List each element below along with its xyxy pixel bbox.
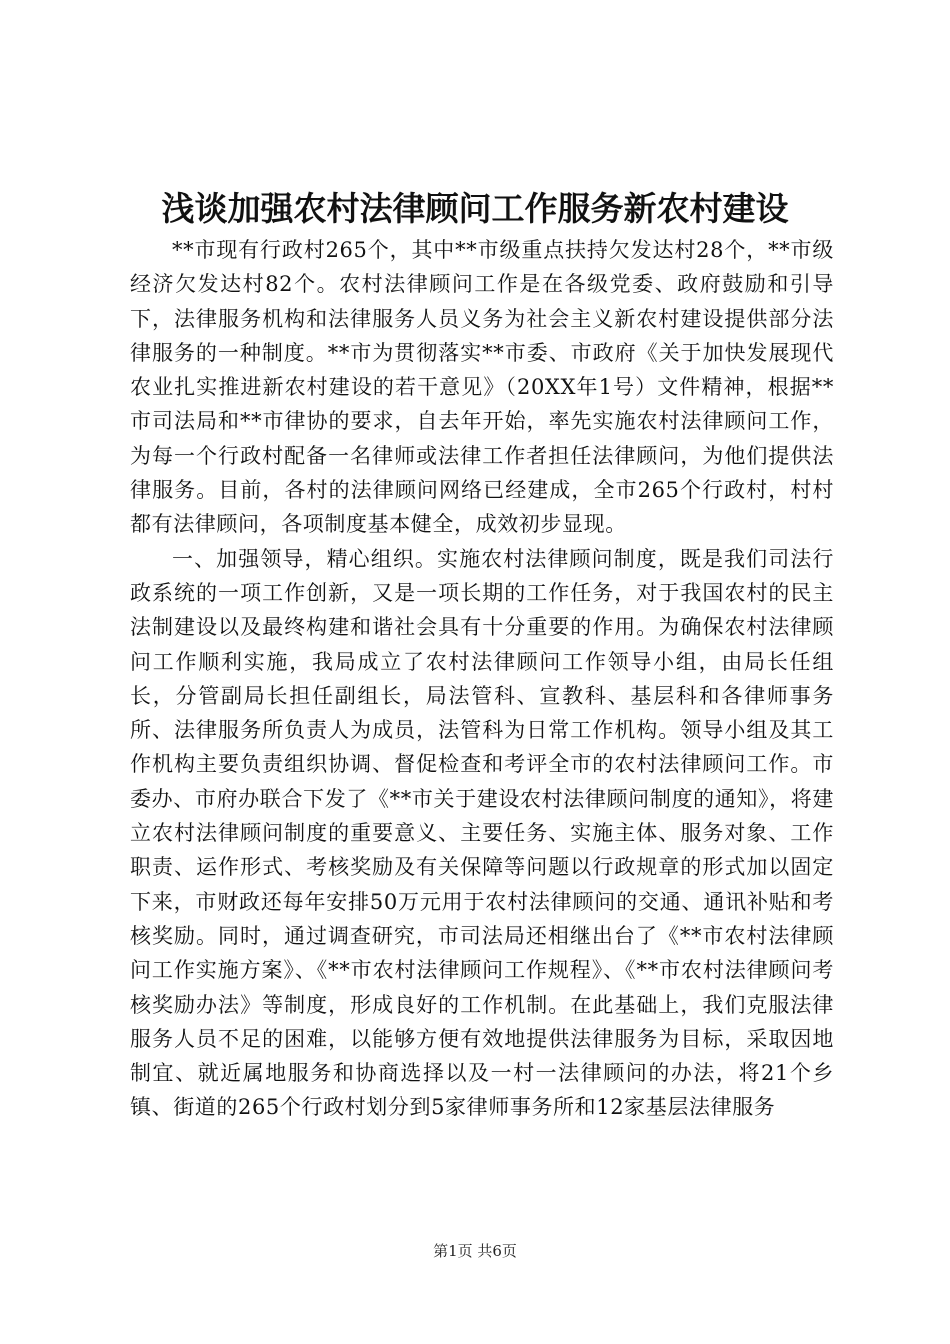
paragraph-section-one: 一、加强领导，精心组织。实施农村法律顾问制度，既是我们司法行政系统的一项工作创新，又是一项长期的工作任务，对于我国农村的民主法制建设以及最终构建和谐社会具有十分重要的作用。为确保农村法律顾问工作顺利实施，我局成立了农村法律顾问工作领导小组，由局长任组长，分管副局长担任副组长，局法管科、宣教科、基层科和各律师事务所、法律服务所负责人为成员，法管科为日常工作机构。领导小组及其工作机构主要负责组织协调、督促检查和考评全市的农村法律顾问工作。市委办、市府办联合下发了《**市关于建设农村法律顾问制度的通知》，将建立农村法律顾问制度的重要意义、主要任务、实施主体、服务对象、工作职责、运作形式、考核奖励及有关保障等问题以行政规章的形式加以固定下来，市财政还每年安排50万元用于农村法律顾问的交通、通讯补贴和考核奖励。同时，通过调查研究，市司法局还相继出台了《**市农村法律顾问工作实施方案》、《**市农村法律顾问工作规程》、《**市农村法律顾问考核奖励办法》等制度，形成良好的工作机制。在此基础上，我们克服法律服务人员不足的困难，以能够方便有效地提供法律服务为目标，采取因地制宜、就近属地服务和协商选择以及一村一法律顾问的办法，将21个乡镇、街道的265个行政村划分到5家律师事务所和12家基层法律服务 [130,546,834,1120]
paragraph-intro: **市现有行政村265个，其中**市级重点扶持欠发达村28个，**市级经济欠发达村82个。农村法律顾问工作是在各级党委、政府鼓励和引导下，法律服务机构和法律服务人员义务为社会主义新农村建设提供部分法律服务的一种制度。**市为贯彻落实**市委、市政府《关于加快发展现代农业扎实推进新农村建设的若干意见》（20XX年1号）文件精神，根据**市司法局和**市律协的要求，自去年开始，率先实施农村法律顾问工作，为每一个行政村配备一名律师或法律工作者担任法律顾问，为他们提供法律服务。目前，各村的法律顾问网络已经建成，全市265个行政村，村村都有法律顾问，各项制度基本健全，成效初步显现。 [130,238,834,537]
page-number-footer: 第1页 共6页 [433,1242,517,1260]
document-body [130,233,834,1125]
document-title: 浅谈加强农村法律顾问工作服务新农村建设 [161,189,789,228]
